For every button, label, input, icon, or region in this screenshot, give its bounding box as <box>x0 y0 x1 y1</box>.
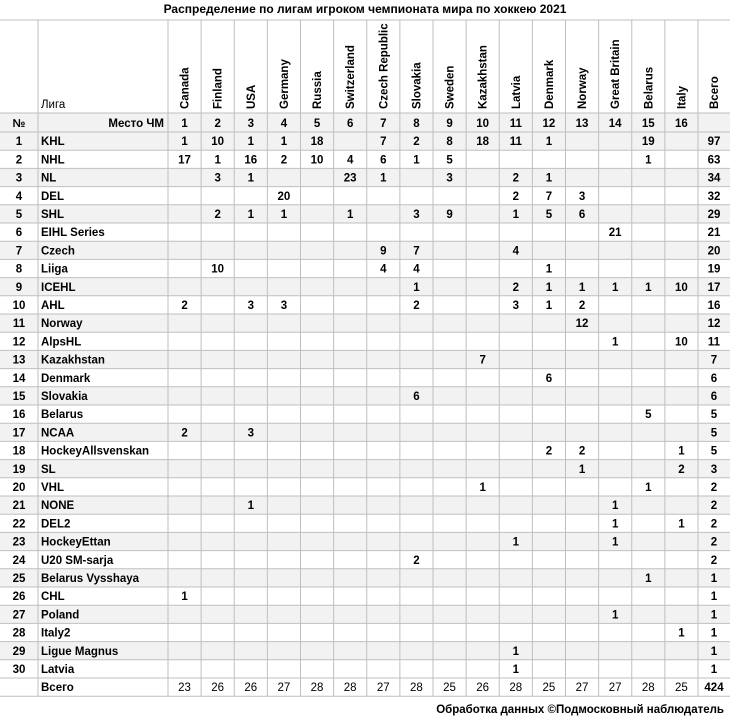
league-name: Ligue Magnus <box>41 645 119 658</box>
row-number: 15 <box>12 391 26 403</box>
cell-value: 1 <box>611 609 619 622</box>
cell-value: 7 <box>413 245 420 258</box>
cell-value: 2 <box>545 445 553 458</box>
row-number: 2 <box>15 154 23 167</box>
row-stripe <box>0 241 730 259</box>
cell-value: 2 <box>280 154 288 167</box>
column-header-finland: Finland <box>212 68 225 109</box>
row-total: 1 <box>710 664 718 676</box>
cell-value: 12 <box>575 318 589 331</box>
row-number: 22 <box>12 518 26 531</box>
row-number: 11 <box>12 318 26 331</box>
corner-label: Лига <box>41 99 66 111</box>
row-stripe <box>0 605 730 623</box>
column-total: 23 <box>178 682 191 695</box>
cell-value: 4 <box>380 263 387 276</box>
column-total: 26 <box>211 682 225 695</box>
row-stripe <box>0 278 730 296</box>
cell-value: 1 <box>645 281 652 294</box>
cell-value: 3 <box>512 300 520 312</box>
row-total: 3 <box>710 463 718 476</box>
cell-value: 2 <box>578 445 586 458</box>
column-header-italy: Italy <box>676 85 689 109</box>
row-number: 23 <box>12 536 26 549</box>
cell-value: 21 <box>608 227 622 240</box>
cell-value: 1 <box>512 645 520 658</box>
row-total: 2 <box>710 518 718 531</box>
cell-value: 9 <box>380 245 387 258</box>
cell-value: 10 <box>211 263 225 276</box>
cell-value: 1 <box>346 209 354 221</box>
column-total: 28 <box>509 682 523 695</box>
cell-value: 3 <box>446 172 453 185</box>
row-number: 4 <box>15 190 23 203</box>
row-total: 1 <box>710 645 718 658</box>
column-header-belarus: Belarus <box>643 66 656 109</box>
column-total: 28 <box>343 682 357 695</box>
row-total: 6 <box>710 391 718 403</box>
cell-value: 20 <box>277 190 291 203</box>
row-number: 14 <box>12 372 26 385</box>
cell-value: 1 <box>247 136 255 149</box>
row-total: 2 <box>710 482 718 494</box>
column-total: 25 <box>443 682 456 695</box>
column-header-czech-republic: Czech Republic <box>378 23 391 109</box>
row-total: 17 <box>707 281 721 294</box>
league-name: Denmark <box>41 372 91 385</box>
cell-value: 9 <box>446 209 453 221</box>
cell-value: 6 <box>545 372 553 385</box>
cell-value: 1 <box>678 445 685 458</box>
cell-value: 1 <box>678 627 685 640</box>
cell-value: 5 <box>645 409 652 422</box>
cell-value: 10 <box>310 154 324 167</box>
cell-value: 1 <box>479 482 486 494</box>
league-name: Kazakhstan <box>41 354 105 367</box>
row-total: 97 <box>707 136 721 149</box>
league-name: Norway <box>41 318 83 331</box>
row-stripe <box>0 350 730 368</box>
cell-value: 10 <box>211 136 225 149</box>
cell-value: 1 <box>545 300 553 312</box>
row-stripe <box>0 460 730 478</box>
place-value: 9 <box>446 118 453 130</box>
place-value: 13 <box>575 118 589 130</box>
cell-value: 6 <box>380 154 387 167</box>
league-name: Italy2 <box>41 627 71 640</box>
row-total: 1 <box>710 573 718 585</box>
column-total: 27 <box>608 682 622 695</box>
cell-value: 1 <box>247 209 255 221</box>
cell-value: 1 <box>181 136 188 149</box>
row-total: 34 <box>707 172 721 185</box>
row-total: 29 <box>707 209 721 221</box>
cell-value: 1 <box>512 209 520 221</box>
column-header-latvia: Latvia <box>510 75 523 109</box>
league-name: Poland <box>41 609 80 622</box>
cell-value: 1 <box>645 573 652 585</box>
league-name: U20 SM-sarja <box>41 554 114 567</box>
row-stripe <box>0 132 730 150</box>
cell-value: 3 <box>247 300 255 312</box>
row-stripe <box>0 423 730 441</box>
league-name: ICEHL <box>41 281 76 294</box>
cell-value: 2 <box>214 209 221 221</box>
row-number: 12 <box>12 336 26 349</box>
place-value: 7 <box>380 118 387 130</box>
cell-value: 4 <box>413 263 420 276</box>
column-total: 27 <box>376 682 390 695</box>
cell-value: 2 <box>413 300 420 312</box>
cell-value: 3 <box>247 427 255 440</box>
league-name: Belarus Vysshaya <box>41 573 140 585</box>
row-stripe <box>0 496 730 514</box>
cell-value: 1 <box>611 518 619 531</box>
cell-value: 6 <box>578 209 586 221</box>
cell-value: 6 <box>413 391 420 403</box>
row-total: 11 <box>707 336 721 349</box>
league-name: EIHL Series <box>41 227 105 240</box>
cell-value: 17 <box>178 154 191 167</box>
cell-value: 19 <box>641 136 655 149</box>
cell-value: 8 <box>446 136 453 149</box>
chart-title: Распределение по лигам игроком чемпионата мира по хоккею 2021 <box>163 2 567 16</box>
row-number: 9 <box>15 281 23 294</box>
column-header-total: Всего <box>709 76 721 109</box>
cell-value: 18 <box>476 136 490 149</box>
row-number: 28 <box>12 627 26 640</box>
row-total: 32 <box>707 190 721 203</box>
column-header-kazakhstan: Kazakhstan <box>477 45 490 109</box>
league-name: Slovakia <box>41 391 88 403</box>
column-header-switzerland: Switzerland <box>345 45 358 109</box>
row-stripe <box>0 205 730 223</box>
row-number: 3 <box>15 172 23 185</box>
place-label: Место ЧМ <box>108 118 164 130</box>
column-total: 28 <box>310 682 324 695</box>
cell-value: 7 <box>380 136 387 149</box>
row-total: 1 <box>710 591 718 604</box>
cell-value: 1 <box>645 154 652 167</box>
cell-value: 1 <box>545 136 553 149</box>
league-name: VHL <box>41 482 64 494</box>
row-number: 29 <box>12 645 26 658</box>
row-number: 8 <box>15 263 23 276</box>
league-name: DEL2 <box>41 518 71 531</box>
row-number: 5 <box>15 209 23 221</box>
row-total: 5 <box>710 427 718 440</box>
cell-value: 3 <box>578 190 586 203</box>
cell-value: 1 <box>380 172 387 185</box>
cell-value: 1 <box>611 281 619 294</box>
cell-value: 3 <box>214 172 221 185</box>
cell-value: 1 <box>280 136 288 149</box>
row-total: 2 <box>710 536 718 549</box>
cell-value: 2 <box>512 281 520 294</box>
cell-value: 1 <box>545 172 553 185</box>
cell-value: 2 <box>413 554 420 567</box>
column-total: 25 <box>542 682 556 695</box>
row-number: 27 <box>12 609 26 622</box>
cell-value: 7 <box>479 354 486 367</box>
column-header-canada: Canada <box>179 67 192 109</box>
column-header-germany: Germany <box>278 59 291 109</box>
cell-value: 2 <box>578 300 586 312</box>
place-value: 2 <box>214 118 221 130</box>
row-total: 2 <box>710 500 718 513</box>
column-header-sweden: Sweden <box>444 65 457 109</box>
row-total: 1 <box>710 627 718 640</box>
league-name: CHL <box>41 591 65 604</box>
league-name: Liiga <box>41 263 68 276</box>
row-stripe <box>0 168 730 186</box>
cell-value: 5 <box>545 209 553 221</box>
cell-value: 1 <box>545 281 553 294</box>
league-name: HockeyEttan <box>41 536 111 549</box>
row-number: 18 <box>12 445 26 458</box>
cell-value: 16 <box>244 154 258 167</box>
row-total: 7 <box>710 354 718 367</box>
place-value: 1 <box>181 118 188 130</box>
place-value: 6 <box>346 118 354 130</box>
column-header-norway: Norway <box>577 67 590 109</box>
cell-value: 23 <box>343 172 357 185</box>
place-value: 8 <box>413 118 420 130</box>
league-name: Belarus <box>41 409 84 422</box>
league-name: Latvia <box>41 664 75 676</box>
row-number: 17 <box>12 427 26 440</box>
cell-value: 1 <box>578 281 586 294</box>
row-total: 16 <box>707 300 721 312</box>
column-header-denmark: Denmark <box>543 59 556 109</box>
league-name: NHL <box>41 154 65 167</box>
cell-value: 2 <box>678 463 685 476</box>
row-number: 24 <box>12 554 26 567</box>
league-name: AlpsHL <box>41 336 82 349</box>
row-total: 5 <box>710 409 718 422</box>
cell-value: 2 <box>413 136 420 149</box>
cell-value: 1 <box>181 591 188 604</box>
cell-value: 1 <box>512 536 520 549</box>
row-total: 21 <box>707 227 721 240</box>
cell-value: 4 <box>346 154 354 167</box>
league-name: DEL <box>41 190 64 203</box>
cell-value: 2 <box>181 427 188 440</box>
place-value: 5 <box>313 118 321 130</box>
cell-value: 1 <box>611 536 619 549</box>
row-total: 20 <box>707 245 721 258</box>
row-total: 1 <box>710 609 718 622</box>
row-number: 13 <box>12 354 26 367</box>
cell-value: 1 <box>545 263 553 276</box>
place-value: 15 <box>641 118 655 130</box>
row-number: 7 <box>15 245 23 258</box>
cell-value: 2 <box>512 190 520 203</box>
league-name: NCAA <box>41 427 75 440</box>
cell-value: 1 <box>214 154 221 167</box>
row-number: 1 <box>15 136 23 149</box>
cell-value: 1 <box>645 482 652 494</box>
column-total: 28 <box>410 682 423 695</box>
cell-value: 1 <box>611 336 619 349</box>
league-name: KHL <box>41 136 65 149</box>
row-number: 10 <box>12 300 26 312</box>
cell-value: 1 <box>280 209 288 221</box>
row-stripe <box>0 314 730 332</box>
row-number: 25 <box>12 573 26 585</box>
column-total: 27 <box>277 682 291 695</box>
cell-value: 18 <box>310 136 324 149</box>
cell-value: 1 <box>678 518 685 531</box>
league-name: NL <box>41 172 57 185</box>
row-number: 6 <box>15 227 23 240</box>
cell-value: 1 <box>247 500 255 513</box>
cell-value: 10 <box>675 281 688 294</box>
cell-value: 7 <box>545 190 553 203</box>
cell-value: 1 <box>512 664 520 676</box>
column-header-slovakia: Slovakia <box>411 62 424 109</box>
cell-value: 1 <box>611 500 619 513</box>
league-name: HockeyAllsvenskan <box>41 445 150 458</box>
league-name: Czech <box>41 245 75 258</box>
row-number: 16 <box>12 409 26 422</box>
row-number: 26 <box>12 591 26 604</box>
totals-label: Всего <box>41 682 74 695</box>
place-value: 11 <box>509 118 522 130</box>
league-name: SL <box>41 463 56 476</box>
grand-total: 424 <box>704 682 724 695</box>
row-number: 20 <box>12 482 26 494</box>
place-value: 10 <box>476 118 490 130</box>
cell-value: 2 <box>512 172 520 185</box>
row-stripe <box>0 387 730 405</box>
place-value: 4 <box>280 118 288 130</box>
league-name: NONE <box>41 500 75 513</box>
row-total: 5 <box>710 445 718 458</box>
cell-value: 1 <box>413 281 420 294</box>
cell-value: 11 <box>509 136 522 149</box>
cell-value: 10 <box>675 336 688 349</box>
row-total: 19 <box>707 263 721 276</box>
row-total: 6 <box>710 372 718 385</box>
column-total: 27 <box>575 682 589 695</box>
column-total: 26 <box>476 682 490 695</box>
place-value: 12 <box>542 118 556 130</box>
cell-value: 4 <box>512 245 520 258</box>
cell-value: 1 <box>413 154 420 167</box>
cell-value: 3 <box>280 300 288 312</box>
row-number: 21 <box>12 500 26 513</box>
column-total: 25 <box>675 682 688 695</box>
row-total: 2 <box>710 554 718 567</box>
cell-value: 5 <box>446 154 453 167</box>
league-name: AHL <box>41 300 65 312</box>
column-total: 26 <box>244 682 258 695</box>
row-number: 19 <box>12 463 26 476</box>
cell-value: 1 <box>247 172 255 185</box>
column-header-great-britain: Great Britain <box>610 39 623 109</box>
row-number: 30 <box>12 664 26 676</box>
cell-value: 3 <box>413 209 420 221</box>
place-value: 16 <box>675 118 688 130</box>
column-header-usa: USA <box>245 84 258 109</box>
cell-value: 1 <box>578 463 586 476</box>
place-value: 14 <box>608 118 622 130</box>
num-label: № <box>12 118 26 130</box>
credit-line: Обработка данных ©Подмосковный наблюдатель <box>436 704 724 716</box>
column-header-russia: Russia <box>312 71 325 109</box>
cell-value: 2 <box>181 300 188 312</box>
row-total: 12 <box>707 318 721 331</box>
column-total: 28 <box>641 682 655 695</box>
league-name: SHL <box>41 209 64 221</box>
place-value: 3 <box>247 118 255 130</box>
row-total: 63 <box>707 154 721 167</box>
